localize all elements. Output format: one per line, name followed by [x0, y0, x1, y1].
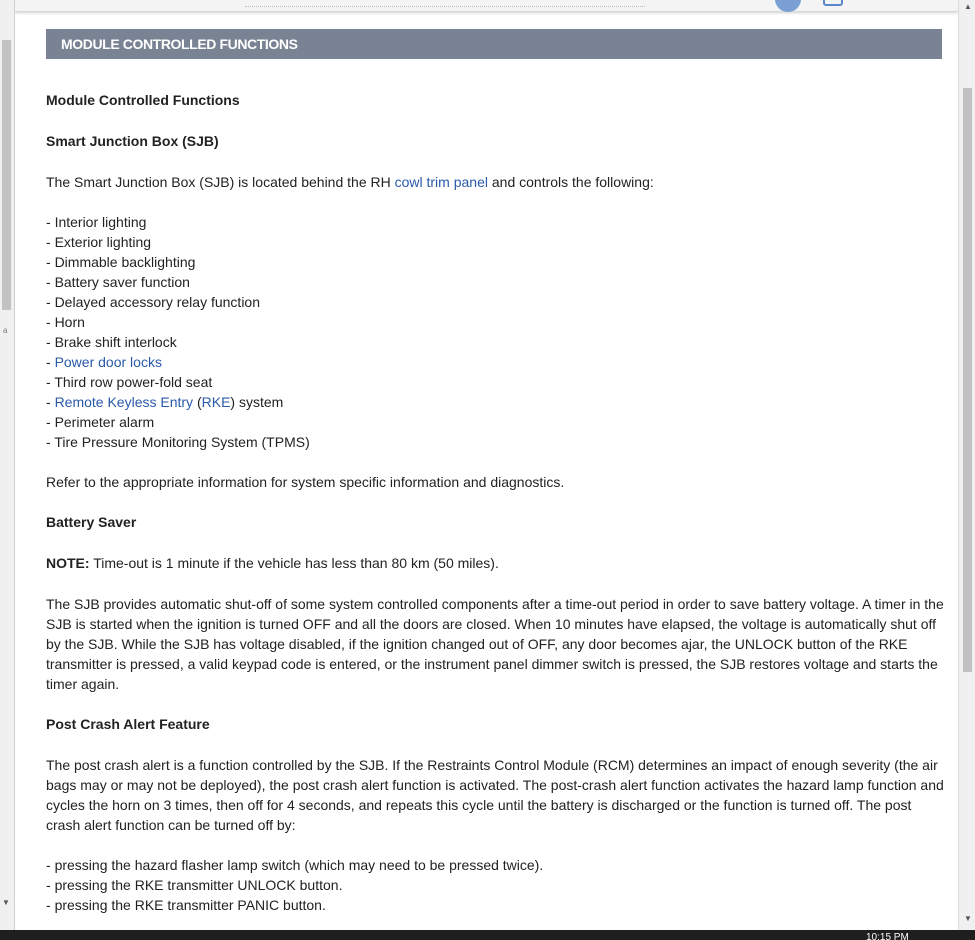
refer-text: Refer to the appropriate information for system specific information and diagnostics.	[46, 474, 565, 490]
document-content	[46, 90, 946, 915]
cowl-trim-panel-link[interactable]: cowl trim panel	[394, 174, 488, 190]
scroll-up-icon[interactable]: ▲	[964, 2, 972, 11]
section-title: MODULE CONTROLLED FUNCTIONS	[61, 36, 298, 52]
left-scroll-strip[interactable]	[0, 0, 15, 930]
sjb-controls-list	[46, 212, 946, 452]
left-scroll-down-icon[interactable]: ▼	[2, 898, 10, 907]
scroll-down-icon[interactable]: ▼	[964, 914, 972, 923]
list-item: - Third row power-fold seat	[46, 374, 213, 390]
list-item: - Battery saver function	[46, 274, 190, 290]
list-item: - Dimmable backlighting	[46, 254, 196, 270]
post-crash-paragraph: The post crash alert is a function controlled by the SJB. If the Restraints Control Module (RCM) determines an impact of enough severity (the air bags may or may not be deployed), the post crash alert function is activated. The post-crash alert function activates the hazard lamp function and cycles the horn on 3 times, then off for 4 seconds, and repeats this cycle until the battery is discharged or the function is turned off. The post crash alert function can be turned off by:	[46, 757, 944, 833]
heading-module-controlled-functions: Module Controlled Functions	[46, 92, 240, 108]
remote-keyless-entry-link[interactable]: Remote Keyless Entry	[54, 394, 194, 410]
top-toolbar	[15, 0, 958, 12]
breadcrumb	[245, 0, 645, 7]
user-avatar-icon[interactable]	[775, 0, 801, 12]
list-item: - pressing the RKE transmitter UNLOCK button.	[46, 877, 343, 893]
note-label: NOTE:	[46, 555, 90, 571]
taskbar	[0, 930, 975, 940]
list-item: - Tire Pressure Monitoring System (TPMS)	[46, 434, 310, 450]
list-item: - Power door locks	[46, 354, 162, 370]
list-item: - Horn	[46, 314, 85, 330]
sjb-intro: The Smart Junction Box (SJB) is located behind the RH cowl trim panel and controls the following:	[46, 174, 654, 190]
document-window	[15, 0, 958, 930]
taskbar-clock: 10:15 PM	[866, 932, 909, 940]
left-scroll-thumb[interactable]	[2, 40, 11, 310]
heading-post-crash-alert: Post Crash Alert Feature	[46, 716, 210, 732]
list-item: - pressing the RKE transmitter PANIC button.	[46, 897, 326, 913]
battery-saver-paragraph: The SJB provides automatic shut-off of some system controlled components after a time-out period in order to save battery voltage. A timer in the SJB is started when the ignition is turned OFF and all the doors are closed. When 10 minutes have elapsed, the voltage is automatically shut off by the SJB. While the SJB has voltage disabled, if the ignition changed out of OFF, any door becomes ajar, the UNLOCK button of the RKE transmitter is pressed, a valid keypad code is entered, or the instrument panel dimmer switch is pressed, the SJB restores voltage and starts the timer again.	[46, 596, 944, 692]
list-item: - Interior lighting	[46, 214, 147, 230]
list-item: - Exterior lighting	[46, 234, 152, 250]
section-header	[46, 29, 942, 59]
list-item: - Brake shift interlock	[46, 334, 177, 350]
heading-battery-saver: Battery Saver	[46, 514, 137, 530]
list-item: - pressing the hazard flasher lamp switch (which may need to be pressed twice).	[46, 857, 544, 873]
chat-icon[interactable]	[823, 0, 843, 6]
list-item: - Delayed accessory relay function	[46, 294, 260, 310]
note: NOTE: Time-out is 1 minute if the vehicle has less than 80 km (50 miles).	[46, 555, 499, 571]
turn-off-list	[46, 855, 946, 915]
left-strip-mark: a	[3, 326, 8, 335]
list-item: - Perimeter alarm	[46, 414, 155, 430]
vertical-scrollbar[interactable]	[958, 0, 975, 930]
scroll-thumb[interactable]	[963, 88, 972, 672]
rke-link[interactable]: RKE	[201, 394, 231, 410]
heading-smart-junction-box: Smart Junction Box (SJB)	[46, 133, 219, 149]
power-door-locks-link[interactable]: Power door locks	[54, 354, 162, 370]
list-item: - Remote Keyless Entry (RKE) system	[46, 394, 284, 410]
